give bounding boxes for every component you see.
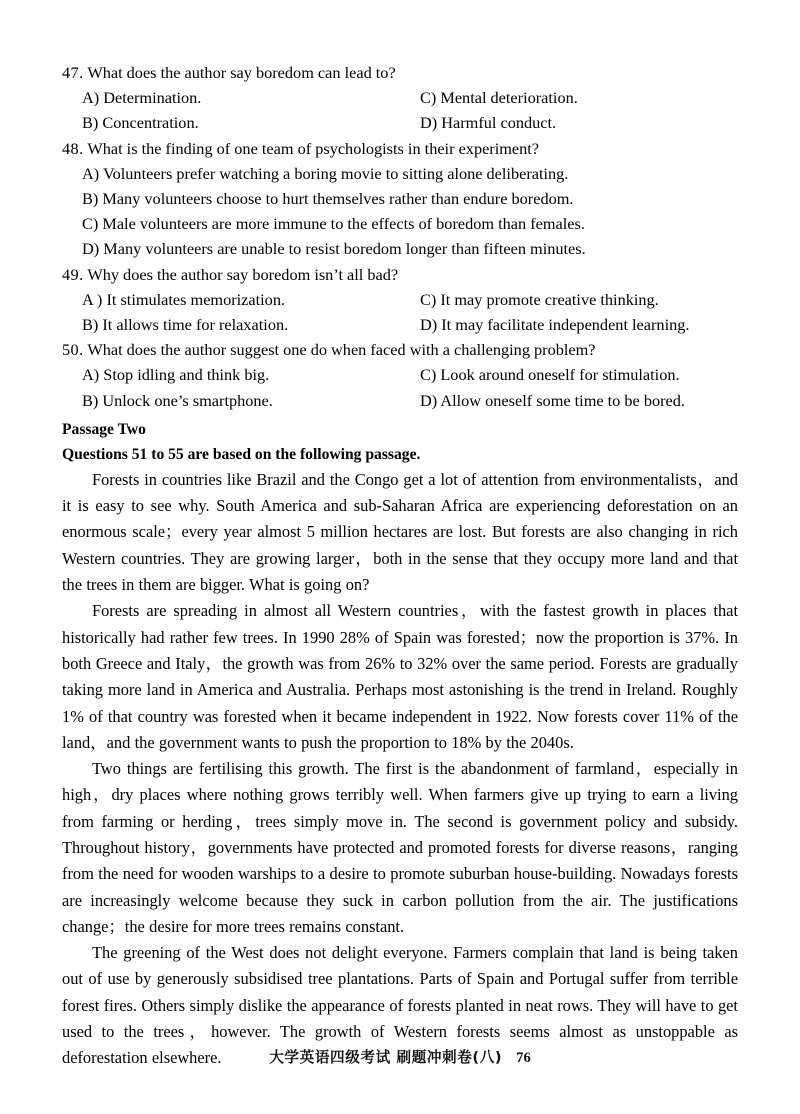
option-a[interactable]	[62, 287, 420, 312]
option-b[interactable]	[62, 186, 738, 211]
option-a[interactable]	[62, 362, 420, 387]
option-b[interactable]	[62, 312, 420, 337]
passage-directions: Questions 51 to 55 are based on the following passage.	[62, 445, 421, 463]
option-d[interactable]	[420, 312, 738, 337]
option-label: D)	[420, 113, 438, 133]
question-text: What does the author say boredom can lead to?	[87, 63, 396, 82]
question-number: 48.	[62, 138, 84, 158]
question-stem	[62, 136, 738, 161]
question-block-50	[62, 337, 738, 413]
question-number: 49.	[62, 264, 84, 284]
option-b[interactable]	[62, 388, 420, 413]
option-group	[62, 161, 738, 262]
option-text: It stimulates memorization.	[106, 289, 286, 309]
option-label: B)	[82, 390, 99, 410]
option-label: A)	[82, 88, 100, 108]
option-row	[62, 388, 738, 413]
question-block-48	[62, 136, 738, 262]
option-d[interactable]	[62, 236, 738, 261]
option-a[interactable]	[62, 161, 738, 186]
option-text: It allows time for relaxation.	[102, 315, 289, 335]
question-number: 50.	[62, 340, 84, 360]
option-label: A)	[82, 365, 100, 385]
option-c[interactable]	[62, 211, 738, 236]
option-group	[62, 287, 738, 337]
passage-paragraph-4: The greening of the West does not delight everyone. Farmers complain that land is being taken out of use by generously subsidised tree plantations. Parts of Spain and Portugal suffer from terrible forest fires. Others simply dislike the appearance of forests planted in neat rows. They will have to get used to the trees，however. The growth of Western forests seems almost as unstoppable as deforestation elsewhere.	[62, 943, 738, 1068]
option-label: C)	[420, 289, 437, 309]
option-label: D)	[82, 239, 100, 259]
option-text: It may facilitate independent learning.	[441, 315, 690, 335]
option-d[interactable]	[420, 388, 738, 413]
option-group	[62, 362, 738, 412]
option-row	[62, 85, 738, 110]
passage-paragraph-3: Two things are fertilising this growth. The first is the abandonment of farmland，especially in high，dry places where nothing grows terribly well. When farmers give up trying to earn a living from farming or herding，trees simply move in. The second is government policy and subsidy. Throughout history，governments have protected and promoted forests for diverse reasons，ranging from the need for wooden warships to a desire to promote suburban house-building. Nowadays forests are increasingly welcome because they suck in carbon pollution from the air. The justifications change；the desire for more trees remains constant.	[62, 759, 738, 936]
option-row	[62, 110, 738, 135]
option-label: C)	[420, 88, 437, 108]
option-group	[62, 85, 738, 135]
passage-paragraph-2: Forests are spreading in almost all Western countries，with the fastest growth in places that historically had rather few trees. In 1990 28% of Spain was forested；now the proportion is 37%. In both Greece and Italy，the growth was from 26% to 32% over the same period. Forests are gradually taking more land in America and Australia. Perhaps most astonishing is the trend in Ireland. Roughly 1% of that country was forested when it became independent in 1922. Now forests cover 11% of the land，and the government wants to push the proportion to 18% by the 2040s.	[62, 601, 738, 752]
option-row	[62, 362, 738, 387]
option-text: Determination.	[103, 88, 202, 108]
footer-exam-title: 大学英语四级考试 刷题冲刺卷(八)	[269, 1049, 503, 1066]
option-label: D)	[420, 315, 438, 335]
option-label: B)	[82, 189, 99, 209]
footer-page-number: 76	[516, 1050, 531, 1066]
option-c[interactable]	[420, 85, 738, 110]
page-content	[62, 60, 738, 1072]
option-c[interactable]	[420, 287, 738, 312]
option-c[interactable]	[420, 362, 738, 387]
option-label: D)	[420, 390, 438, 410]
question-number: 47.	[62, 63, 84, 82]
option-a[interactable]	[62, 85, 420, 110]
option-text: Volunteers prefer watching a boring movie to sitting alone deliberating.	[102, 163, 569, 183]
option-text: Stop idling and think big.	[103, 365, 270, 385]
question-text: What does the author suggest one do when faced with a challenging problem?	[87, 340, 596, 360]
option-text: Mental deterioration.	[440, 88, 578, 108]
question-text: Why does the author say boredom isn’t all bad?	[87, 264, 399, 284]
option-label: A )	[82, 289, 103, 309]
question-block-47	[62, 60, 738, 136]
option-text: Allow oneself some time to be bored.	[440, 390, 685, 410]
question-block-49	[62, 262, 738, 338]
option-label: C)	[82, 214, 99, 234]
option-row	[62, 312, 738, 337]
question-stem	[62, 60, 738, 85]
option-label: A)	[82, 163, 100, 183]
question-stem	[62, 262, 738, 287]
question-stem	[62, 337, 738, 362]
option-text: Many volunteers are unable to resist boredom longer than fifteen minutes.	[103, 239, 586, 259]
option-label: B)	[82, 113, 99, 133]
question-text: What is the finding of one team of psychologists in their experiment?	[87, 138, 540, 158]
option-label: C)	[420, 365, 437, 385]
option-row	[62, 287, 738, 312]
option-text: Many volunteers choose to hurt themselves rather than endure boredom.	[102, 189, 574, 209]
option-text: Concentration.	[102, 113, 199, 133]
option-d[interactable]	[420, 110, 738, 135]
passage-title: Passage Two	[62, 420, 146, 438]
option-text: Unlock one’s smartphone.	[102, 390, 273, 410]
option-text: Look around oneself for stimulation.	[440, 365, 680, 385]
option-label: B)	[82, 315, 99, 335]
option-text: Harmful conduct.	[441, 113, 557, 133]
page-footer	[0, 1046, 800, 1067]
option-text: It may promote creative thinking.	[440, 289, 659, 309]
passage-paragraph-1: Forests in countries like Brazil and the Congo get a lot of attention from environmentalists，and it is easy to see why. South America and sub-Saharan Africa are experiencing deforestation on an enormous scale；every year almost 5 million hectares are lost. But forests are also changing in rich Western countries. They are growing larger，both in the sense that they occupy more land and that the trees in them are bigger. What is going on?	[62, 469, 738, 595]
option-b[interactable]	[62, 110, 420, 135]
option-text: Male volunteers are more immune to the effects of boredom than females.	[102, 214, 585, 234]
